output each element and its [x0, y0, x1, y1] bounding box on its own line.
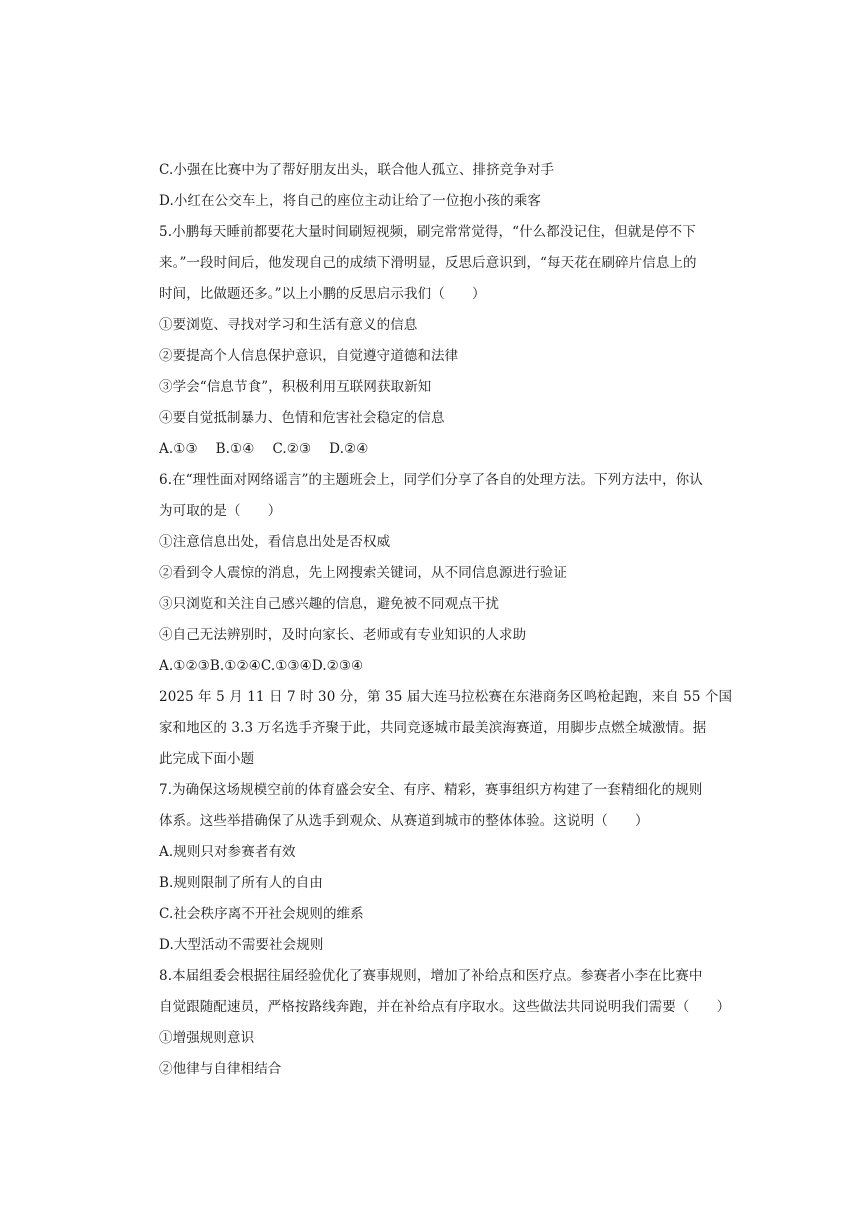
q6-options: A.①②③B.①②④C.①③④D.②③④	[159, 658, 364, 674]
option-d-line: D.小红在公交车上，将自己的座位主动让给了一位抱小孩的乘客	[159, 193, 542, 209]
question-8-line-1: 8.本届组委会根据往届经验优化了赛事规则，增加了补给点和医疗点。参赛者小李在比赛中	[159, 968, 703, 984]
q7-option-d: D.大型活动不需要社会规则	[159, 937, 324, 953]
q8-statement-1: ①增强规则意识	[159, 1030, 255, 1046]
document-page	[159, 155, 733, 1085]
q5-statement-2: ②要提高个人信息保护意识，自觉遵守道德和法律	[159, 348, 459, 364]
question-7-line-2: 体系。这些举措确保了从选手到观众、从赛道到城市的整体体验。这说明（ ）	[159, 813, 649, 829]
question-6-line-1: 6.在“理性面对网络谣言”的主题班会上，同学们分享了各自的处理方法。下列方法中，你认	[159, 472, 703, 488]
question-5-line-3: 时间，比做题还多。”以上小鹏的反思启示我们（ ）	[159, 286, 486, 302]
q6-statement-3: ③只浏览和关注自己感兴趣的信息，避免被不同观点干扰	[159, 596, 499, 612]
q7-option-b: B.规则限制了所有人的自由	[159, 875, 324, 891]
q5-statement-4: ④要自觉抵制暴力、色情和危害社会稳定的信息	[159, 410, 445, 426]
option-c-line: C.小强在比赛中为了帮好朋友出头，联合他人孤立、排挤竞争对手	[159, 162, 555, 178]
passage-line-3: 此完成下面小题	[159, 751, 255, 767]
q8-statement-2: ②他律与自律相结合	[159, 1061, 282, 1077]
question-5-line-1: 5.小鹏每天睡前都要花大量时间刷短视频，刷完常常觉得，“什么都没记住，但就是停不下	[159, 224, 696, 240]
passage-line-1: 2025 年 5 月 11 日 7 时 30 分，第 35 届大连马拉松赛在东港商务区鸣枪起跑，来自 55 个国	[159, 689, 733, 705]
passage-line-2: 家和地区的 3.3 万名选手齐聚于此，共同竞逐城市最美滨海赛道，用脚步点燃全城激情。据	[159, 720, 707, 736]
q5-options: A.①③ B.①④ C.②③ D.②④	[159, 441, 369, 457]
question-5-line-2: 来。”一段时间后，他发现自己的成绩下滑明显，反思后意识到，“每天花在刷碎片信息上的	[159, 255, 697, 271]
q6-statement-2: ②看到令人震惊的消息，先上网搜索关键词，从不同信息源进行验证	[159, 565, 567, 581]
q5-statement-1: ①要浏览、寻找对学习和生活有意义的信息	[159, 317, 418, 333]
q7-option-c: C.社会秩序离不开社会规则的维系	[159, 906, 364, 922]
q6-statement-4: ④自己无法辨别时，及时向家长、老师或有专业知识的人求助	[159, 627, 527, 643]
question-8-line-2: 自觉跟随配速员，严格按路线奔跑，并在补给点有序取水。这些做法共同说明我们需要（ ）	[159, 999, 731, 1015]
q7-option-a: A.规则只对参赛者有效	[159, 844, 296, 860]
question-6-line-2: 为可取的是（ ）	[159, 503, 282, 519]
q5-statement-3: ③学会“信息节食”，积极利用互联网获取新知	[159, 379, 432, 395]
question-7-line-1: 7.为确保这场规模空前的体育盛会安全、有序、精彩，赛事组织方构建了一套精细化的规则	[159, 782, 703, 798]
q6-statement-1: ①注意信息出处，看信息出处是否权威	[159, 534, 391, 550]
